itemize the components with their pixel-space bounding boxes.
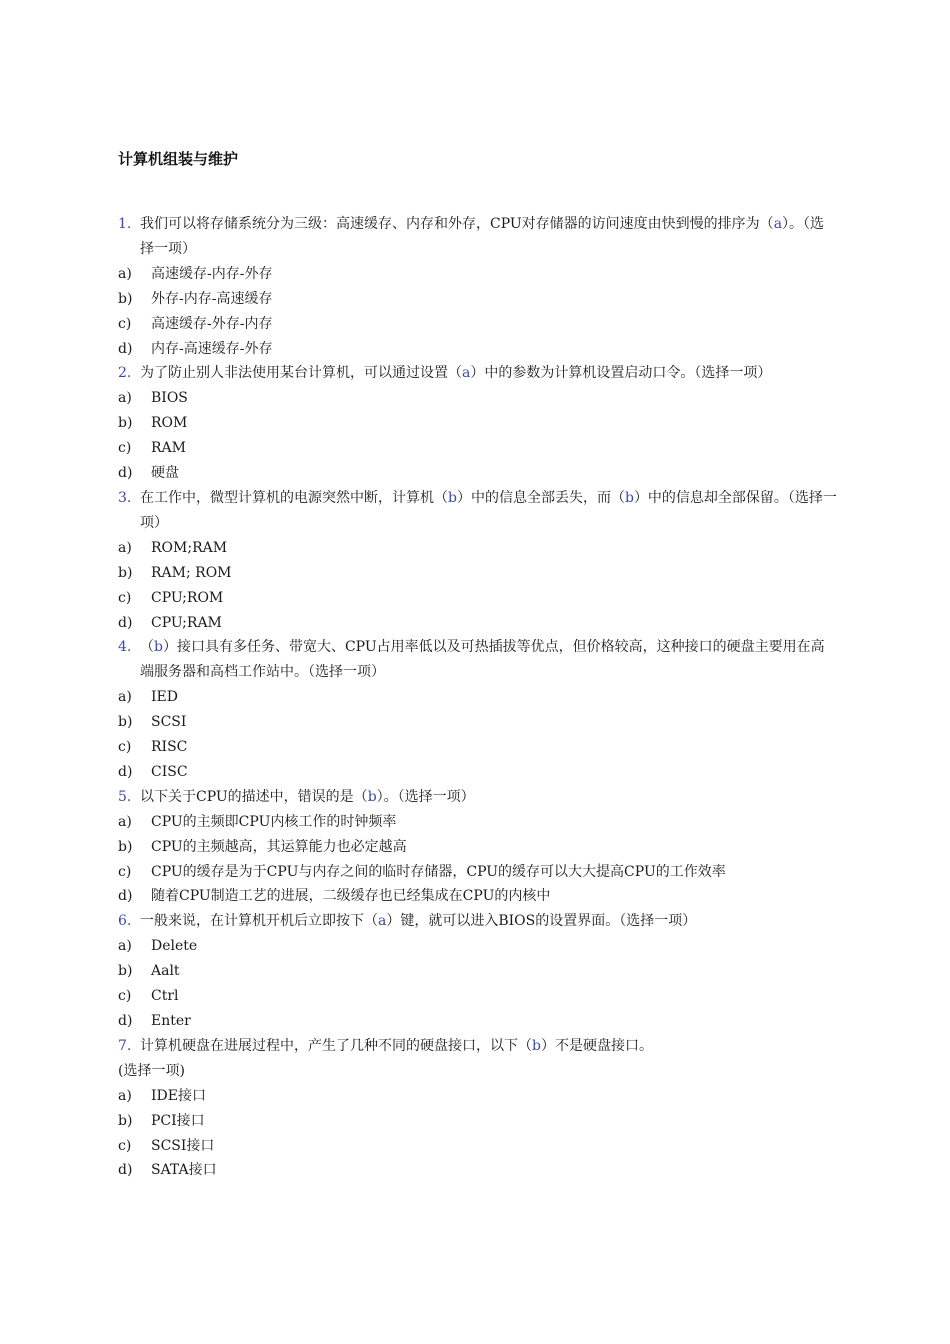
option-letter: a) bbox=[118, 1087, 132, 1104]
answer-key: b bbox=[367, 788, 377, 805]
option-text: Delete bbox=[151, 938, 198, 955]
question-number: 3. bbox=[118, 489, 132, 506]
answer-key: b bbox=[532, 1037, 541, 1054]
question-stem bbox=[118, 361, 838, 386]
question-block bbox=[118, 909, 838, 1034]
option-item bbox=[118, 312, 838, 337]
option-text: 高速缓存-外存-内存 bbox=[151, 315, 273, 332]
option-item bbox=[118, 884, 838, 909]
question-number: 2. bbox=[118, 365, 132, 382]
question-text: ）中的信息却全部保留。（选择一项） bbox=[140, 489, 837, 531]
option-letter: c) bbox=[118, 739, 132, 756]
option-letter: c) bbox=[118, 988, 132, 1005]
option-letter: d) bbox=[118, 763, 133, 780]
option-item bbox=[118, 959, 838, 984]
option-letter: b) bbox=[118, 838, 133, 855]
question-text: ）。（选择一项） bbox=[376, 788, 475, 805]
question-block bbox=[118, 785, 838, 910]
question-text: ）不是硬盘接口。 bbox=[540, 1037, 653, 1054]
option-text: RISC bbox=[151, 739, 188, 756]
option-letter: b) bbox=[118, 290, 133, 307]
answer-key: a bbox=[462, 365, 471, 382]
option-text: 内存-高速缓存-外存 bbox=[151, 340, 273, 357]
question-block bbox=[118, 635, 838, 784]
option-text: CPU的主频越高，其运算能力也必定越高 bbox=[151, 838, 407, 855]
option-item bbox=[118, 860, 838, 885]
option-text: RAM bbox=[151, 440, 186, 457]
option-text: SCSI bbox=[151, 714, 187, 731]
answer-key: a bbox=[773, 216, 783, 232]
document-title: 计算机组装与维护 bbox=[118, 150, 239, 168]
question-text: ）中的信息全部丢失，而（ bbox=[456, 489, 625, 506]
option-letter: c) bbox=[118, 863, 132, 880]
option-letter: d) bbox=[118, 465, 133, 482]
option-text: RAM; ROM bbox=[151, 564, 232, 581]
option-item bbox=[118, 760, 838, 785]
option-item bbox=[118, 810, 838, 835]
option-item bbox=[118, 536, 838, 561]
option-letter: b) bbox=[118, 1112, 133, 1129]
option-item bbox=[118, 1084, 838, 1109]
answer-key: a bbox=[378, 913, 387, 930]
option-letter: d) bbox=[118, 1162, 133, 1179]
option-item bbox=[118, 984, 838, 1009]
question-text: 一般来说，在计算机开机后立即按下（ bbox=[140, 913, 378, 930]
option-letter: a) bbox=[118, 813, 132, 830]
question-stem bbox=[118, 909, 838, 934]
option-text: Ctrl bbox=[151, 988, 179, 1005]
answer-key: b bbox=[154, 639, 163, 656]
option-text: BIOS bbox=[151, 390, 188, 407]
question-text: ）中的参数为计算机设置启动口令。（选择一项） bbox=[470, 365, 772, 382]
question-number: 7. bbox=[118, 1037, 132, 1054]
option-letter: b) bbox=[118, 415, 133, 432]
option-item bbox=[118, 1158, 838, 1183]
question-stem bbox=[118, 635, 838, 685]
option-item bbox=[118, 287, 838, 312]
option-letter: d) bbox=[118, 888, 133, 905]
option-letter: d) bbox=[118, 1013, 133, 1029]
option-letter: b) bbox=[118, 714, 133, 731]
option-item bbox=[118, 611, 838, 636]
option-letter: c) bbox=[118, 315, 132, 332]
option-letter: c) bbox=[118, 440, 132, 457]
option-text: CPU;ROM bbox=[151, 589, 224, 606]
question-stem bbox=[118, 486, 838, 536]
question-block bbox=[118, 212, 838, 361]
option-text: 随着CPU制造工艺的进展，二级缓存也已经集成在CPU的内核中 bbox=[151, 888, 551, 905]
option-letter: d) bbox=[118, 614, 133, 631]
option-item bbox=[118, 586, 838, 611]
option-item bbox=[118, 685, 838, 710]
question-block bbox=[118, 486, 838, 635]
answer-key: b bbox=[448, 489, 457, 506]
option-text: 外存-内存-高速缓存 bbox=[151, 290, 273, 307]
question-number: 5. bbox=[118, 788, 132, 805]
option-item bbox=[118, 262, 838, 287]
option-item bbox=[118, 337, 838, 362]
option-letter: a) bbox=[118, 539, 132, 556]
option-letter: b) bbox=[118, 963, 133, 980]
question-stem bbox=[118, 212, 838, 262]
option-text: CPU的缓存是为于CPU与内存之间的临时存储器，CPU的缓存可以大大提高CPU的工作效率 bbox=[151, 863, 726, 880]
option-item bbox=[118, 411, 838, 436]
option-text: Enter bbox=[151, 1013, 191, 1029]
question-text: （ bbox=[140, 639, 154, 656]
question-text: 以下关于CPU的描述中，错误的是（ bbox=[140, 788, 368, 805]
question-text: ）。（选择一项） bbox=[140, 216, 825, 257]
question-text: ）键，就可以进入BIOS的设置界面。（选择一项） bbox=[386, 913, 697, 930]
option-text: ROM;RAM bbox=[151, 539, 228, 556]
option-text: Aalt bbox=[151, 963, 180, 980]
option-letter: c) bbox=[118, 1137, 132, 1154]
option-text: CPU的主频即CPU内核工作的时钟频率 bbox=[151, 813, 397, 830]
option-item bbox=[118, 561, 838, 586]
option-text: IDE接口 bbox=[151, 1087, 206, 1104]
option-letter: a) bbox=[118, 938, 132, 955]
option-item bbox=[118, 436, 838, 461]
option-letter: c) bbox=[118, 589, 132, 606]
option-letter: a) bbox=[118, 265, 132, 282]
option-item bbox=[118, 710, 838, 735]
option-item bbox=[118, 461, 838, 486]
option-letter: d) bbox=[118, 340, 133, 357]
question-text: 为了防止别人非法使用某台计算机，可以通过设置（ bbox=[140, 365, 462, 382]
option-text: CPU;RAM bbox=[151, 614, 222, 631]
option-item bbox=[118, 934, 838, 959]
option-item bbox=[118, 1009, 838, 1034]
option-item bbox=[118, 735, 838, 760]
question-note: (选择一项) bbox=[118, 1062, 185, 1079]
option-item bbox=[118, 835, 838, 860]
question-text: 计算机硬盘在进展过程中，产生了几种不同的硬盘接口，以下（ bbox=[140, 1037, 532, 1054]
option-letter: a) bbox=[118, 689, 132, 706]
option-letter: a) bbox=[118, 390, 132, 407]
question-text: 在工作中，微型计算机的电源突然中断，计算机（ bbox=[140, 489, 448, 506]
option-letter: b) bbox=[118, 564, 133, 581]
option-text: IED bbox=[151, 689, 178, 706]
question-block bbox=[118, 1034, 838, 1183]
option-text: ROM bbox=[151, 415, 188, 432]
option-text: 高速缓存-内存-外存 bbox=[151, 265, 273, 282]
question-text: 我们可以将存储系统分为三级：高速缓存、内存和外存，CPU对存储器的访问速度由快到慢的排序为（ bbox=[140, 216, 774, 232]
option-text: 硬盘 bbox=[151, 465, 179, 482]
question-text: ）接口具有多任务、带宽大、CPU占用率低以及可热插拔等优点，但价格较高，这种接口的硬盘主要用在高端服务器和高档工作站中。（选择一项） bbox=[140, 639, 825, 681]
question-number: 4. bbox=[118, 639, 132, 656]
option-item bbox=[118, 1134, 838, 1159]
question-list bbox=[118, 212, 838, 1183]
question-stem bbox=[118, 1034, 838, 1059]
question-block bbox=[118, 361, 838, 486]
question-number: 6. bbox=[118, 913, 132, 930]
question-number: 1. bbox=[118, 216, 132, 232]
answer-key: b bbox=[624, 489, 634, 506]
option-text: PCI接口 bbox=[151, 1112, 205, 1129]
question-stem bbox=[118, 785, 838, 810]
option-text: SCSI接口 bbox=[151, 1137, 215, 1154]
option-text: SATA接口 bbox=[151, 1162, 217, 1179]
option-item bbox=[118, 386, 838, 411]
option-text: CISC bbox=[151, 763, 188, 780]
option-item bbox=[118, 1109, 838, 1134]
